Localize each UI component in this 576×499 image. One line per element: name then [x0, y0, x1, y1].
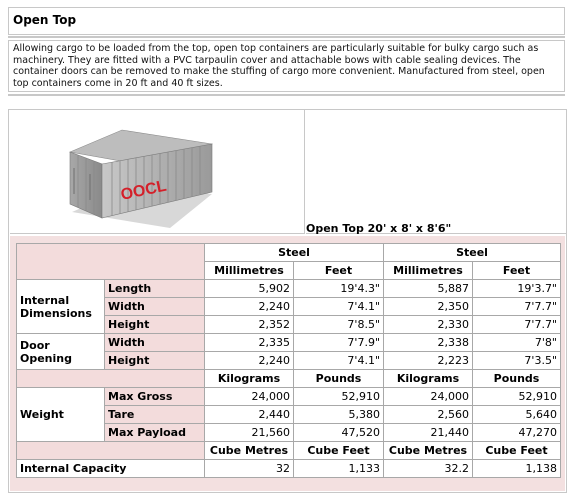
image-cell: [10, 110, 305, 234]
description-text: Allowing cargo to be loaded from the top, open top containers are particularly suitable for bulky cargo such as machinery. They are fitted with a PVC tarpaulin cover and attachable bows with cable sealing devices. The container doors can be removed to make the stuffing of cargo more convenient. Manufactured from steel, open top containers come in 20 ft and 40 ft sizes.: [13, 43, 545, 89]
cell-value: 47,270: [473, 424, 561, 442]
cell-value: 47,520: [294, 424, 384, 442]
table-row: [17, 280, 561, 298]
unit-header: Millimetres: [205, 262, 294, 280]
table-row: [17, 334, 561, 352]
unit-header: Cube Metres: [205, 442, 294, 460]
capacity-units-row: [17, 442, 561, 460]
cell-value: 1,138: [473, 460, 561, 478]
container-caption: Open Top 20' x 8' x 8'6": [306, 222, 452, 235]
description-box: [8, 40, 565, 92]
material-right: Steel: [384, 244, 561, 262]
cell-value: 2,330: [384, 316, 473, 334]
title-divider: [8, 36, 565, 38]
cell-value: 7'7.7": [473, 298, 561, 316]
group-internal-capacity: Internal Capacity: [17, 460, 205, 478]
cell-value: 2,240: [205, 352, 294, 370]
unit-header: Kilograms: [205, 370, 294, 388]
cell-value: 2,352: [205, 316, 294, 334]
row-label: Max Payload: [105, 424, 205, 442]
cell-value: 19'4.3": [294, 280, 384, 298]
row-label: Height: [105, 316, 205, 334]
material-header-row: [17, 244, 561, 262]
cell-value: 2,440: [205, 406, 294, 424]
cell-value: 7'4.1": [294, 352, 384, 370]
spec-table: [16, 243, 561, 478]
units-blank: [17, 370, 205, 388]
cell-value: 7'8": [473, 334, 561, 352]
table-row: [17, 388, 561, 406]
cell-value: 2,560: [384, 406, 473, 424]
container-icon: [62, 124, 222, 230]
cell-value: 2,335: [205, 334, 294, 352]
row-label: Length: [105, 280, 205, 298]
table-row: [17, 460, 561, 478]
cell-value: 2,338: [384, 334, 473, 352]
cell-value: 7'4.1": [294, 298, 384, 316]
unit-header: Pounds: [473, 370, 561, 388]
cell-value: 21,440: [384, 424, 473, 442]
title-box: [8, 7, 565, 35]
cell-value: 2,350: [384, 298, 473, 316]
caption-cell: [306, 110, 566, 234]
unit-header: Kilograms: [384, 370, 473, 388]
cell-value: 32.2: [384, 460, 473, 478]
cell-value: 21,560: [205, 424, 294, 442]
description-divider: [8, 94, 565, 96]
cell-value: 19'3.7": [473, 280, 561, 298]
unit-header: Cube Feet: [473, 442, 561, 460]
unit-header: Feet: [294, 262, 384, 280]
unit-header: Millimetres: [384, 262, 473, 280]
group-door-opening: Door Opening: [17, 334, 105, 370]
row-label: Width: [105, 298, 205, 316]
cell-value: 5,887: [384, 280, 473, 298]
cell-value: 2,223: [384, 352, 473, 370]
cell-value: 7'7.9": [294, 334, 384, 352]
unit-header: Feet: [473, 262, 561, 280]
header-blank: [17, 244, 205, 280]
cell-value: 24,000: [205, 388, 294, 406]
cell-value: 52,910: [294, 388, 384, 406]
unit-header: Pounds: [294, 370, 384, 388]
cell-value: 32: [205, 460, 294, 478]
group-weight: Weight: [17, 388, 105, 442]
cell-value: 52,910: [473, 388, 561, 406]
material-left: Steel: [205, 244, 384, 262]
weight-units-row: [17, 370, 561, 388]
row-label: Width: [105, 334, 205, 352]
cell-value: 7'7.7": [473, 316, 561, 334]
row-label: Max Gross: [105, 388, 205, 406]
cell-value: 2,240: [205, 298, 294, 316]
cell-value: 5,380: [294, 406, 384, 424]
group-internal-dimensions: Internal Dimensions: [17, 280, 105, 334]
oocl-logo: OOCL: [119, 177, 169, 204]
unit-header: Cube Feet: [294, 442, 384, 460]
unit-header: Cube Metres: [384, 442, 473, 460]
row-label: Height: [105, 352, 205, 370]
cell-value: 5,902: [205, 280, 294, 298]
row-label: Tare: [105, 406, 205, 424]
page-title: Open Top: [13, 13, 77, 27]
cell-value: 1,133: [294, 460, 384, 478]
cell-value: 5,640: [473, 406, 561, 424]
cell-value: 7'3.5": [473, 352, 561, 370]
cell-value: 24,000: [384, 388, 473, 406]
units-blank: [17, 442, 205, 460]
cell-value: 7'8.5": [294, 316, 384, 334]
